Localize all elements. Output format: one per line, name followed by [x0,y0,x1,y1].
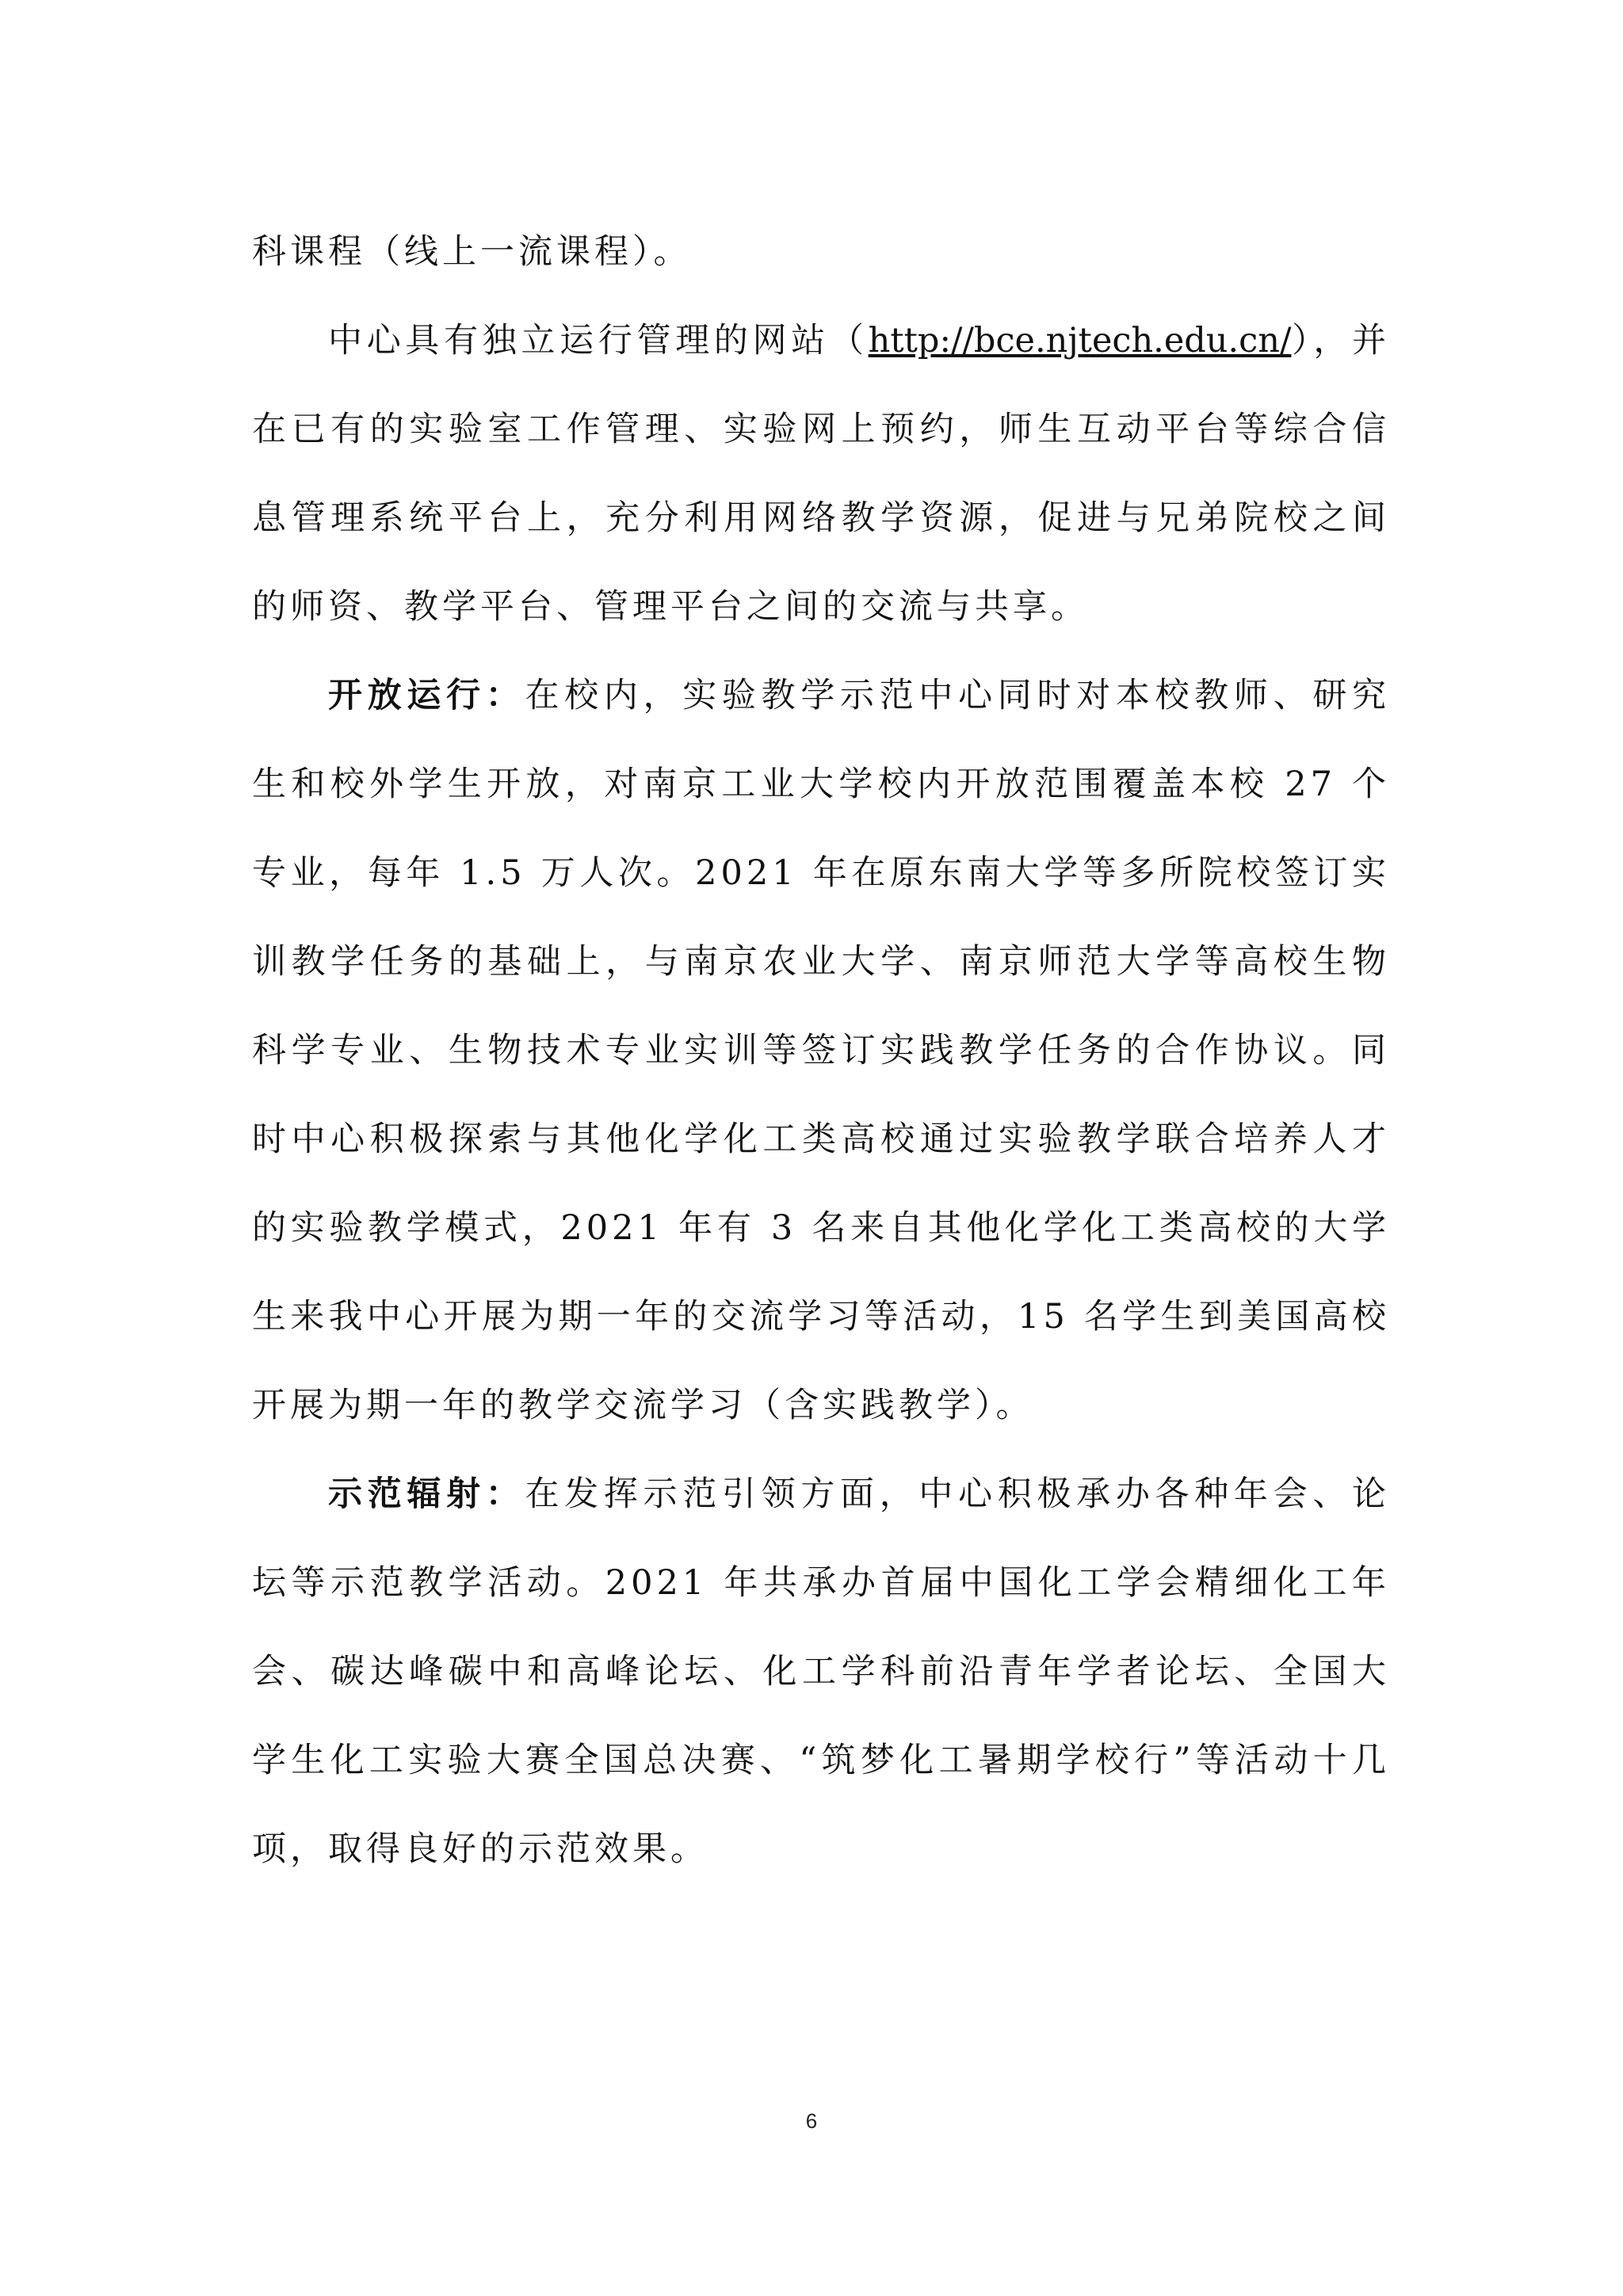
paragraph-open-operation [252,651,1390,1450]
paragraph-text: 在校内，实验教学示范中心同时对本校教师、研究生和校外学生开放，对南京工业大学校内开放范围覆盖本校 27 个专业，每年 1.5 万人次。2021 年在原东南大学等多所院校签订实训教学任务的基础上，与南京农业大学、南京师范大学等高校生物科学专业、生物技术专业实训等签订实践教学任务的合作协议。同时中心积极探索与其他化学化工类高校通过实验教学联合培养人才的实验教学模式，2021 年有 3 名来自其他化学化工类高校的大学生来我中心开展为期一年的交流学习等活动，15 名学生到美国高校开展为期一年的教学交流学习（含实践教学）。 [252,676,1391,1425]
paragraph-text-before-link: 中心具有独立运行管理的网站（ [328,321,869,360]
paragraph-continuation [252,208,1390,296]
page-number: 6 [805,2109,818,2133]
paragraph-demonstration [252,1450,1390,1894]
paragraph-text-after-link: ），并在已有的实验室工作管理、实验网上预约，师生互动平台等综合信息管理系统平台上，充分利用网络教学资源，促进与兄弟院校之间的师资、教学平台、管理平台之间的交流与共享。 [252,321,1391,627]
body-text [252,208,1390,1894]
paragraph-website [252,296,1390,651]
paragraph-lead-heading: 示范辐射： [328,1474,525,1514]
paragraph-text: 科课程（线上一流课程）。 [252,232,692,272]
website-link[interactable]: http://bce.njtech.edu.cn/ [868,321,1292,360]
paragraph-lead-heading: 开放运行： [328,676,525,715]
paragraph-text: 在发挥示范引领方面，中心积极承办各种年会、论坛等示范教学活动。2021 年共承办首届中国化工学会精细化工年会、碳达峰碳中和高峰论坛、化工学科前沿青年学者论坛、全国大学生化工实验大赛全国总决赛、“筑梦化工暑期学校行”等活动十几项，取得良好的示范效果。 [252,1474,1391,1869]
